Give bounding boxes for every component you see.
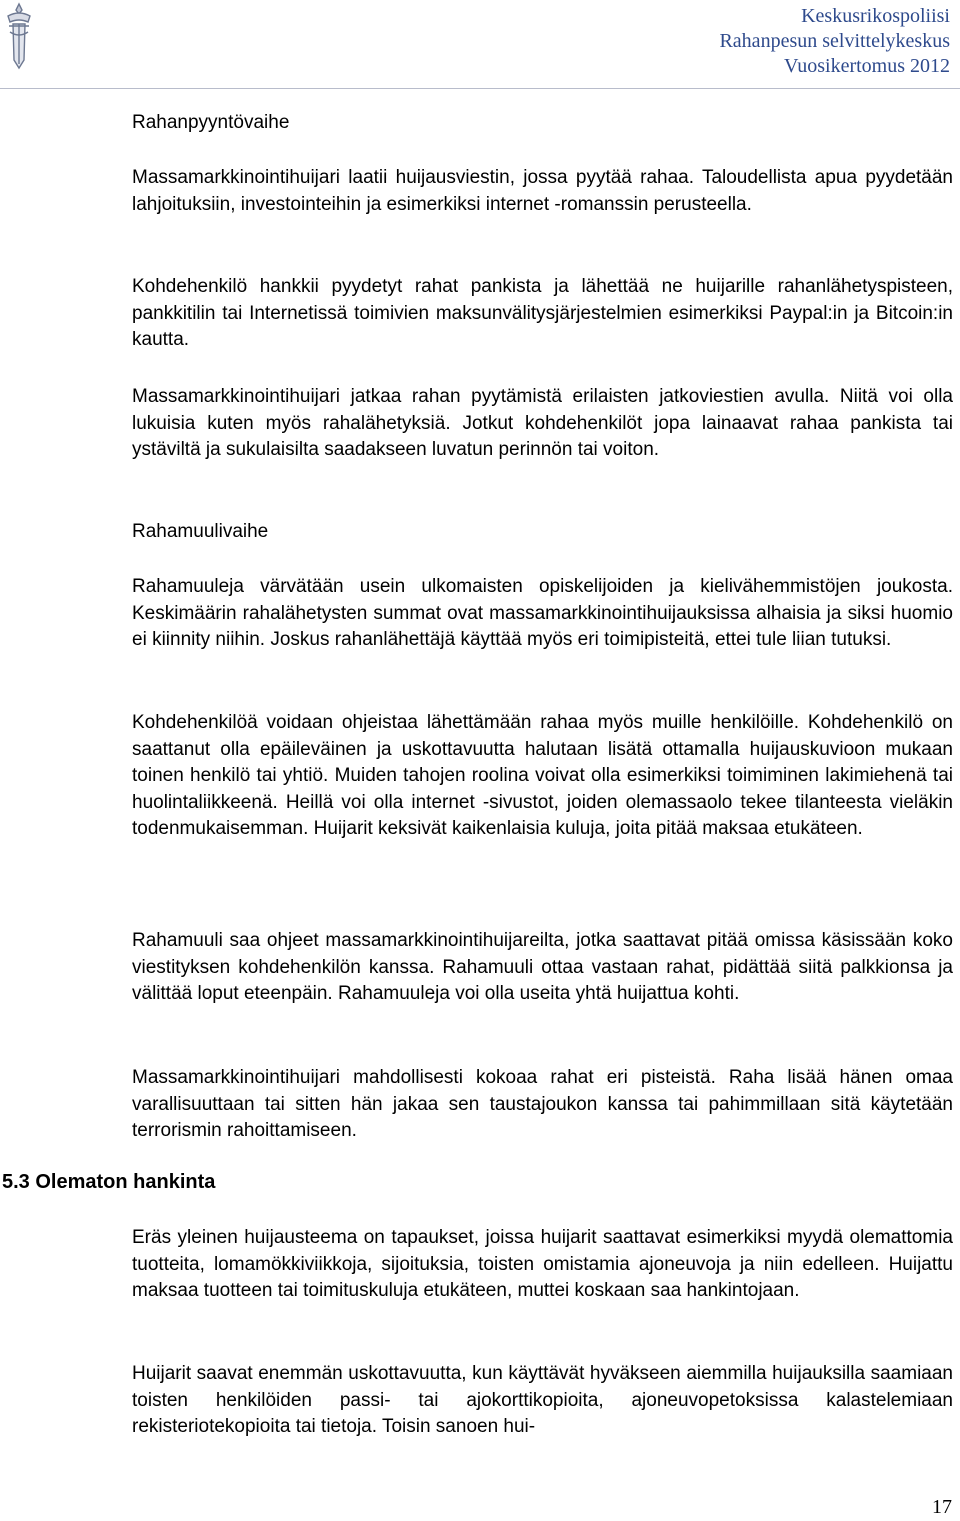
police-emblem-icon [4,2,34,70]
paragraph-1: Massamarkkinointihuijari laatii huijausviestin, jossa pyytää rahaa. Taloudellista apua pyydetään lahjoituksiin, investointeihin ja esimerkiksi internet -romanssin perusteella. [132,167,953,215]
header-report: Vuosikertomus 2012 [783,55,950,77]
paragraph-6: Rahamuuli saa ohjeet massamarkkinointihuijareilta, jotka saattavat pitää omissa käsissään koko viestityksen kohdehenkilön kanssa. Rahamuuli ottaa vastaan rahat, pidättää siitä palkkionsa ja välittää loput eteenpäin. Rahamuuleja voi olla useita yhtä huijattua kohti. [132,930,953,1005]
paragraph-7: Massamarkkinointihuijari mahdollisesti kokoaa rahat eri pisteistä. Raha lisää hänen omaa varallisuuttaan tai sitten hän jakaa sen taustajoukon kanssa tai pahimmillaan sitä käytetään terrorismin rahoittamiseen. [132,1067,953,1142]
paragraph-2: Kohdehenkilö hankkii pyydetyt rahat pankista ja lähettää ne huijarille rahanlähetyspisteen, pankkitilin tai Internetissä toimivien maksunvälitysjärjestelmien esimerkiksi Paypal:in ja Bitcoin:in kautta. [132,276,953,351]
paragraph-9: Huijarit saavat enemmän uskottavuutta, kun käyttävät hyväkseen aiemmilla huijauksilla saamiaan toisten henkilöiden passi- tai ajokorttikopioita, ajoneuvopetoksissa kalastelemiaan rekisteriotekopioita tai tietoja. Toisin sanoen hui- [132,1363,953,1438]
section-heading: 5.3 Olematon hankinta [2,1171,216,1193]
running-header [719,4,950,79]
subheading-rahamuulivaihe: Rahamuulivaihe [132,521,269,542]
paragraph-8: Eräs yleinen huijausteema on tapaukset, joissa huijarit saattavat esimerkiksi myydä olemattomia tuotteita, lomamökkiviikkoja, sijoituksia, toisten omistamia ajoneuvoja ja niin edelleen. Huijattu maksaa tuotteen tai toimituskuluja etukäteen, muttei koskaan saa hankintojaan. [132,1227,953,1302]
header-organization: Keskusrikospoliisi [801,5,950,27]
paragraph-5: Kohdehenkilöä voidaan ohjeistaa lähettämään rahaa myös muille henkilöille. Kohdehenkilö on saattanut olla epäileväinen ja uskottavuutta halutaan lisätä ottamalla huijauskuvioon mukaan toinen henkilö tai yhtiö. Muiden tahojen roolina voivat olla esimerkiksi toimiminen lakimiehenä tai huolintaliikkeenä. Heillä voi olla internet -sivustot, joiden olemassaolo tekee tilanteesta vieläkin todenmukaisemman. Huijarit keksivät kaikenlaisia kuluja, joita pitää maksaa etukäteen. [132,712,953,840]
paragraph-3: Massamarkkinointihuijari jatkaa rahan pyytämistä erilaisten jatkoviestien avulla. Niitä voi olla lukuisia kuten myös rahalähetyksiä. Jotkut kohdehenkilöt jopa lainaavat rahaa pankista tai ystäviltä ja sukulaisilta saadakseen luvatun perinnön tai voiton. [132,386,953,461]
paragraph-4: Rahamuuleja värvätään usein ulkomaisten opiskelijoiden ja kielivähemmistöjen joukosta. Keskimäärin rahalähetysten summat ovat massamarkkinointihuijauksissa alhaisia ja siksi huomio ei kiinnity niihin. Joskus rahanlähettäjä käyttää myös eri toimipisteitä, ettei tule liian tutuksi. [132,576,953,651]
header-divider [0,88,960,89]
page-number: 17 [932,1496,952,1518]
subheading-rahanpyyntovaihe: Rahanpyyntövaihe [132,112,290,133]
header-unit: Rahanpesun selvittelykeskus [719,30,950,52]
